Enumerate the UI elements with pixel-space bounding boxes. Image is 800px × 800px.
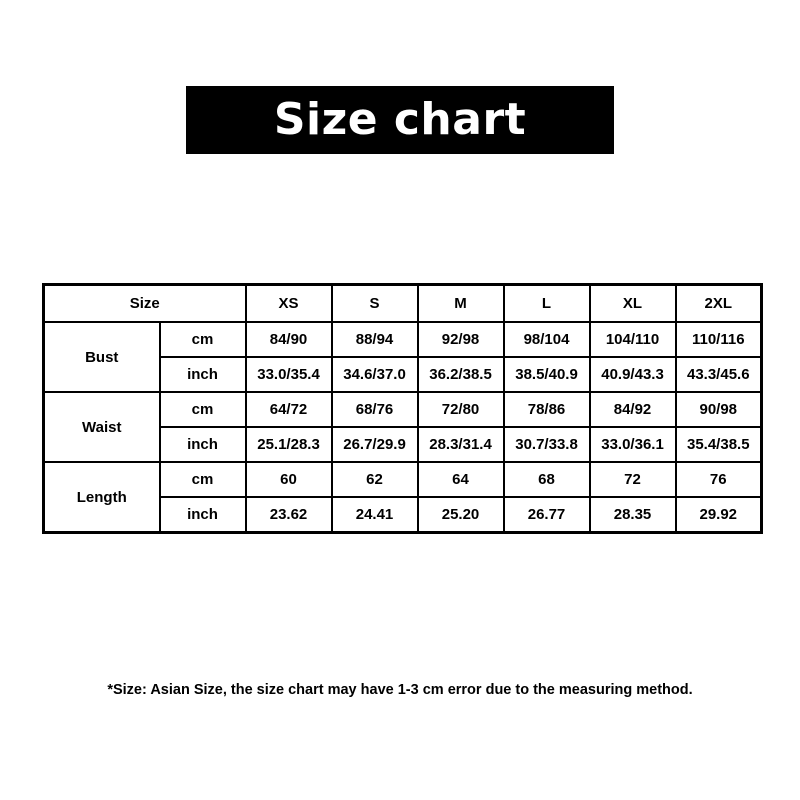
cell-waist-cm-m: 72/80 (418, 392, 504, 427)
cell-length-cm-l: 68 (504, 462, 590, 497)
row-label-length: Length (44, 462, 160, 533)
cell-bust-cm-s: 88/94 (332, 322, 418, 357)
unit-cell-bust-inch: inch (160, 357, 246, 392)
cell-bust-inch-m: 36.2/38.5 (418, 357, 504, 392)
unit-cell-waist-cm: cm (160, 392, 246, 427)
cell-waist-cm-2xl: 90/98 (676, 392, 762, 427)
cell-length-inch-m: 25.20 (418, 497, 504, 533)
cell-length-inch-2xl: 29.92 (676, 497, 762, 533)
table-row (44, 392, 762, 427)
unit-cell-bust-cm: cm (160, 322, 246, 357)
footnote-text: *Size: Asian Size, the size chart may have 1-3 cm error due to the measuring method. (107, 682, 693, 698)
table-row (44, 462, 762, 497)
column-header-s: S (332, 285, 418, 323)
cell-waist-inch-2xl: 35.4/38.5 (676, 427, 762, 462)
cell-length-cm-s: 62 (332, 462, 418, 497)
column-header-xs: XS (246, 285, 332, 323)
size-chart-table-wrapper (42, 283, 758, 534)
table-row (44, 322, 762, 357)
cell-length-cm-2xl: 76 (676, 462, 762, 497)
cell-bust-cm-m: 92/98 (418, 322, 504, 357)
unit-cell-length-inch: inch (160, 497, 246, 533)
cell-bust-inch-l: 38.5/40.9 (504, 357, 590, 392)
corner-label: Size (44, 285, 246, 323)
cell-length-inch-xl: 28.35 (590, 497, 676, 533)
cell-length-cm-xs: 60 (246, 462, 332, 497)
unit-cell-length-cm: cm (160, 462, 246, 497)
table-header-row (44, 285, 762, 323)
title-banner (186, 86, 614, 154)
cell-waist-inch-s: 26.7/29.9 (332, 427, 418, 462)
cell-waist-inch-m: 28.3/31.4 (418, 427, 504, 462)
row-label-bust: Bust (44, 322, 160, 392)
cell-bust-inch-xl: 40.9/43.3 (590, 357, 676, 392)
page-title: Size chart (273, 94, 527, 145)
cell-bust-inch-s: 34.6/37.0 (332, 357, 418, 392)
cell-length-cm-m: 64 (418, 462, 504, 497)
cell-waist-inch-xs: 25.1/28.3 (246, 427, 332, 462)
cell-waist-cm-xs: 64/72 (246, 392, 332, 427)
cell-bust-cm-2xl: 110/116 (676, 322, 762, 357)
cell-waist-cm-xl: 84/92 (590, 392, 676, 427)
size-chart-table (42, 283, 763, 534)
cell-waist-cm-l: 78/86 (504, 392, 590, 427)
cell-bust-inch-2xl: 43.3/45.6 (676, 357, 762, 392)
cell-length-cm-xl: 72 (590, 462, 676, 497)
cell-waist-cm-s: 68/76 (332, 392, 418, 427)
cell-bust-cm-l: 98/104 (504, 322, 590, 357)
cell-waist-inch-l: 30.7/33.8 (504, 427, 590, 462)
row-label-waist: Waist (44, 392, 160, 462)
cell-length-inch-xs: 23.62 (246, 497, 332, 533)
column-header-xl: XL (590, 285, 676, 323)
unit-cell-waist-inch: inch (160, 427, 246, 462)
column-header-m: M (418, 285, 504, 323)
cell-bust-cm-xs: 84/90 (246, 322, 332, 357)
cell-waist-inch-xl: 33.0/36.1 (590, 427, 676, 462)
column-header-l: L (504, 285, 590, 323)
cell-length-inch-l: 26.77 (504, 497, 590, 533)
cell-bust-inch-xs: 33.0/35.4 (246, 357, 332, 392)
cell-bust-cm-xl: 104/110 (590, 322, 676, 357)
column-header-2xl: 2XL (676, 285, 762, 323)
cell-length-inch-s: 24.41 (332, 497, 418, 533)
